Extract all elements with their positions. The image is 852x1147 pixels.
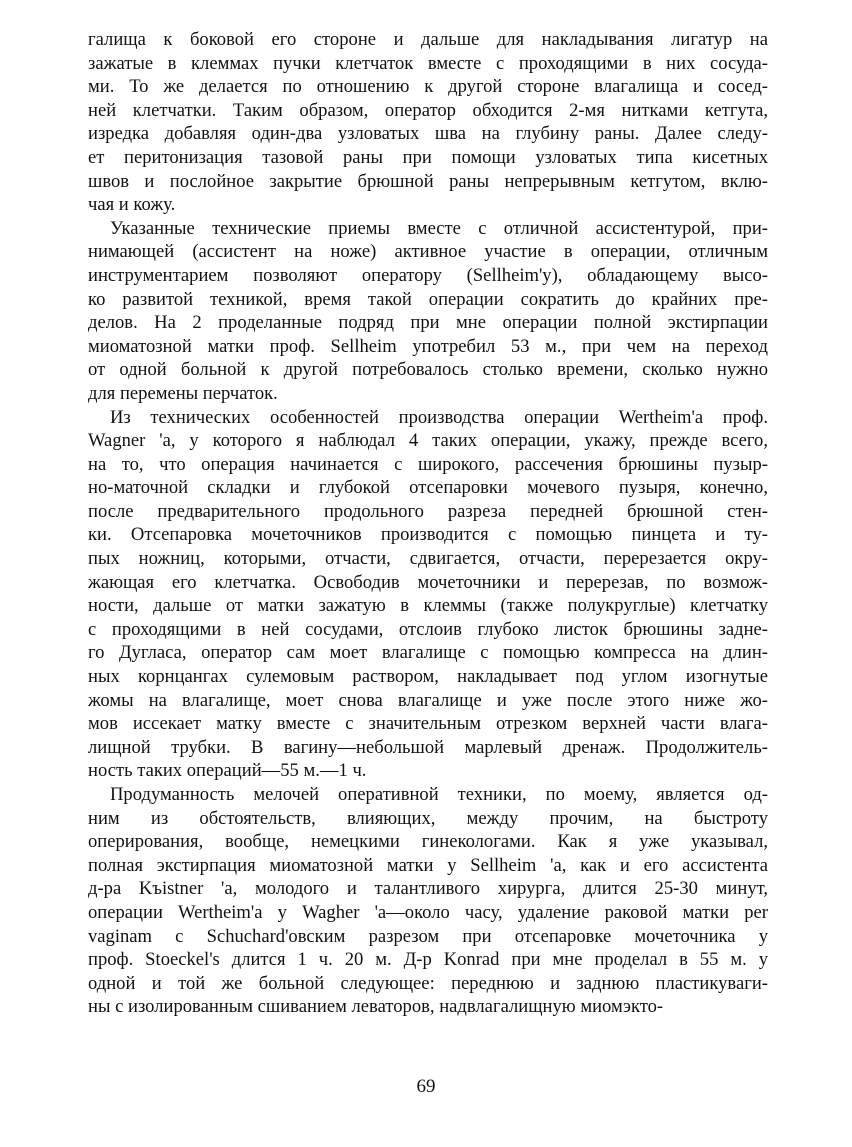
text-line: Продуманность мелочей оперативной техники, по моему, является од- [110,784,768,805]
text-line: ны с изолированным сшиванием леваторов, надвлагалищную миомэкто- [88,996,664,1018]
text-line: галища к боковой его стороне и дальше для накладывания лигатур на [88,29,768,50]
page-number: 69 [416,1076,436,1097]
text-line: миоматозной матки проф. Sellheim употребил 53 м., при чем на переход [88,335,768,357]
text-line: пых ножниц, которыми, отчасти, сдвигается, отчасти, перерезается окру- [88,548,768,570]
text-line: чая и кожу. [88,194,176,216]
text-line: ность таких операций—55 м.—1 ч. [88,760,367,782]
text-line: инструментарием позволяют оператору (Sellheim'y), обладающему высо- [88,264,768,286]
text-line: ми. То же делается по отношению к другой стороне влагалища и сосед- [88,76,768,98]
text-line: на то, что операция начинается с широкого, рассечения брюшины пузыр- [88,453,768,475]
text-line: vaginam с Schuchard'овским разрезом при отсепаровке мочеточника у [88,925,768,947]
text-line: оперирования, вообще, немецкими гинекологами. Как я уже указывал, [88,831,768,853]
text-line: зажатые в клеммах пучки клетчаток вместе с проходящими в них сосуда- [88,52,768,74]
text-line: операции Wertheim'a у Wagher 'a—около часу, удаление раковой матки per [88,901,768,923]
text-line: но-маточной складки и глубокой отсепаровки мочевого пузыря, конечно, [88,477,768,499]
paragraph [88,217,768,406]
text-line: мов иссекает матку вместе с значительным отрезком верхней части влага- [88,713,768,735]
text-line: от одной больной к другой потребовалось столько времени, сколько нужно [88,359,768,381]
text-line: жающая его клетчатка. Освободив мочеточники и перерезав, по возмож- [88,571,768,593]
text-line: ним из обстоятельств, влияющих, между прочим, на быстроту [88,807,768,829]
text-line: Wagner 'a, у которого я наблюдал 4 таких операции, укажу, прежде всего, [88,430,768,452]
paragraph [88,406,768,784]
body-text [88,28,768,1019]
text-line: го Дугласа, оператор сам моет влагалище с помощью компресса на длин- [88,642,768,664]
text-line: изредка добавляя один-два узловатых шва на глубину раны. Далее следу- [88,123,768,145]
text-line: ности, дальше от матки зажатую в клеммы (также полукруглые) клетчатку [88,595,768,617]
text-line: полная экстирпация миоматозной матки у Sellheim 'a, как и его ассистента [88,854,768,876]
text-line: Из технических особенностей производства операции Wertheim'a проф. [110,406,768,428]
paragraph [88,28,768,217]
text-line: одной и той же больной следующее: переднюю и заднюю пластикуваги- [88,972,768,994]
text-line: проф. Stoeckel's длится 1 ч. 20 м. Д-р Konrad при мне проделал в 55 м. у [88,949,768,971]
text-line: ки. Отсепаровка мочеточников производится с помощью пинцета и ту- [88,524,768,546]
text-line: с проходящими в ней сосудами, отслоив глубоко листок брюшины задне- [88,618,768,640]
text-line: жомы на влагалище, моет снова влагалище и уже после этого ниже жо- [88,689,768,711]
text-line: ко развитой техникой, время такой операции сократить до крайних пре- [88,288,768,310]
text-line: после предварительного продольного разреза передней брюшной стен- [88,500,768,522]
text-line: делов. На 2 проделанные подряд при мне операции полной экстирпации [88,312,768,334]
text-line: Указанные технические приемы вместе с отличной ассистентурой, при- [110,217,768,239]
paragraph [88,783,768,1019]
text-line: для перемены перчаток. [88,382,278,404]
text-line: ней клетчатки. Таким образом, оператор обходится 2-мя нитками кетгута, [88,99,768,121]
text-line: нимающей (ассистент на ноже) активное участие в операции, отличным [88,241,768,263]
text-line: д-ра Kъistner 'a, молодого и талантливого хирурга, длится 25-30 минут, [88,878,768,900]
text-line: ных корнцангах сулемовым раствором, накладывает под углом изогнутые [88,666,768,688]
text-line: ет перитонизация тазовой раны при помощи узловатых типа кисетных [88,146,768,168]
text-line: лищной трубки. В вагину—небольшой марлевый дренаж. Продолжитель- [88,736,768,758]
text-line: швов и послойное закрытие брюшной раны непрерывным кетгутом, вклю- [88,170,768,192]
